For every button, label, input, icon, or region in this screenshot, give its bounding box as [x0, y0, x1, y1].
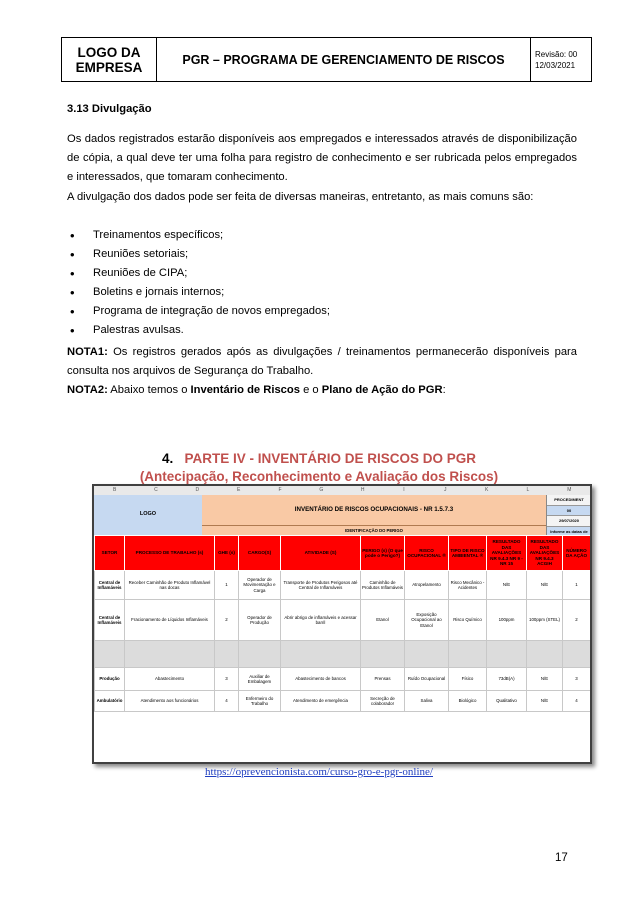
table-cell: Enfermeiro do Trabalho: [239, 691, 281, 712]
table-row-empty: [95, 641, 591, 668]
table-header-row: [95, 536, 591, 571]
revision-label: Revisão: 00: [535, 49, 578, 59]
table-row: [95, 600, 591, 641]
column-header: PROCESSO DE TRABALHO (s): [125, 536, 215, 571]
document-title: PGR – PROGRAMA DE GERENCIAMENTO DE RISCOS: [157, 38, 531, 82]
table-cell: 1: [563, 571, 591, 600]
inventory-table: [94, 535, 591, 712]
ruler-label: C: [154, 487, 158, 493]
logo-line-1: LOGO DA: [77, 44, 141, 60]
table-cell: [125, 641, 215, 668]
table-cell: Saliva: [405, 691, 449, 712]
table-cell: Atropelamento: [405, 571, 449, 600]
table-cell: Atendimento de emergência: [281, 691, 361, 712]
table-cell: [563, 641, 591, 668]
list-item: • Palestras avulsas.: [67, 321, 330, 340]
company-logo-placeholder: [62, 38, 157, 82]
side-info-cell: Informe as datas de: [547, 527, 591, 538]
side-info-cell: PROCEDIMENT: [547, 495, 591, 506]
table-cell: Físico: [449, 668, 487, 691]
part-subtitle: (Antecipação, Reconhecimento e Avaliação dos Riscos): [139, 469, 499, 484]
ruler-label: J: [444, 487, 447, 493]
note-2-text: Abaixo temos o: [107, 384, 191, 396]
table-cell: Transporte de Produtos Perigosos até Central de Inflamáveis: [281, 571, 361, 600]
column-header: NÚMERO DA AÇÃO: [563, 536, 591, 571]
side-info-cell: 29/07/2020: [547, 516, 591, 527]
methods-list: [67, 226, 330, 340]
table-cell: Fracionamento de Líquidos Inflamáveis: [125, 600, 215, 641]
note-2-label: NOTA2:: [67, 384, 108, 396]
table-cell: Abrir abrigo de inflamáveis e acessar barril: [281, 600, 361, 641]
table-cell: Operador de Produção: [239, 600, 281, 641]
column-header: RISCO OCUPACIONAL ®: [405, 536, 449, 571]
list-item: • Reuniões de CIPA;: [67, 264, 330, 283]
table-cell: 100ppm: [487, 600, 527, 641]
part-number: 4.: [161, 451, 174, 466]
column-header: ATIVIDADE (S): [281, 536, 361, 571]
list-item: • Reuniões setoriais;: [67, 245, 330, 264]
table-cell: 4: [215, 691, 239, 712]
table-cell: 3: [563, 668, 591, 691]
list-item: • Treinamentos específicos;: [67, 226, 330, 245]
note-2: [67, 381, 577, 400]
revision-date: 12/03/2021: [535, 60, 576, 70]
note-1: [67, 343, 577, 381]
table-cell: Biológico: [449, 691, 487, 712]
table-cell: Secreção de colaborador: [361, 691, 405, 712]
table-cell: N/E: [527, 571, 563, 600]
ruler-label: D: [195, 487, 200, 493]
table-cell: [239, 641, 281, 668]
table-cell: Central de Inflamáveis: [95, 571, 125, 600]
table-cell: Caminhão de Produtos Inflamáveis: [361, 571, 405, 600]
course-link[interactable]: https://oprevencionista.com/curso-gro-e-pgr-online/: [205, 766, 433, 778]
table-cell: Ambulatório: [95, 691, 125, 712]
ruler-label: B: [112, 487, 117, 493]
table-cell: Receber Caminhão de Produto Inflamável nas docas: [125, 571, 215, 600]
table-row: [95, 691, 591, 712]
column-header: RESULTADO DAS AVALIAÇÕES NR 9.4.3 NR 9 - NR 15: [487, 536, 527, 571]
table-row: [95, 668, 591, 691]
column-header: GHE (s): [215, 536, 239, 571]
table-cell: Ruído Ocupacional: [405, 668, 449, 691]
table-cell: Risco Mecânico - Acidentes: [449, 571, 487, 600]
table-row: [95, 571, 591, 600]
table-cell: Operador de Movimentação e Carga: [239, 571, 281, 600]
table-cell: [281, 641, 361, 668]
table-cell: N/E: [487, 571, 527, 600]
table-cell: Prensas: [361, 668, 405, 691]
ruler-label: H: [360, 487, 365, 493]
part-title: PARTE IV - INVENTÁRIO DE RISCOS DO PGR: [184, 451, 477, 466]
side-info-cell: 00: [547, 506, 591, 517]
table-cell: Abastecimento de bancos: [281, 668, 361, 691]
table-cell: [405, 641, 449, 668]
table-cell: Atendimento aos funcionários: [125, 691, 215, 712]
inventory-identification: IDENTIFICAÇÃO DO PERIGO: [202, 525, 546, 536]
ruler-label: F: [278, 487, 282, 493]
ruler-label: E: [236, 487, 241, 493]
list-item: • Boletins e jornais internos;: [67, 283, 330, 302]
logo-line-2: EMPRESA: [75, 59, 143, 75]
table-cell: Produção: [95, 668, 125, 691]
risk-inventory-image: [92, 484, 592, 764]
table-cell: 2: [563, 600, 591, 641]
part-heading: [0, 450, 638, 467]
paragraph-dissemination: Os dados registrados estarão disponíveis aos empregados e interessados através de disponibilização de cópia, a qual deve ter uma folha para registro de conhecimento e ser rubricada pelos empregados e interessados, que tomaram conhecimento.: [67, 133, 577, 183]
table-cell: N/E: [527, 691, 563, 712]
table-cell: Etanol: [361, 600, 405, 641]
column-header: TIPO DE RISCO AMBIENTAL ®: [449, 536, 487, 571]
table-cell: 100ppm (STEL): [527, 600, 563, 641]
table-cell: [487, 641, 527, 668]
table-cell: Qualitativo: [487, 691, 527, 712]
paragraph-methods: A divulgação dos dados pode ser feita de diversas maneiras, entretanto, as mais comuns são:: [67, 191, 534, 203]
table-cell: Auxiliar de Embalagem: [239, 668, 281, 691]
column-header: RESULTADO DAS AVALIAÇÕES NR 9.4.3 ACGIH: [527, 536, 563, 571]
column-header: SETOR: [95, 536, 125, 571]
note-2-inventory: Inventário de Riscos: [190, 384, 300, 396]
ruler-label: K: [484, 487, 489, 493]
ruler-label: L: [526, 487, 530, 493]
ruler-label: M: [567, 487, 572, 493]
inventory-logo-cell: LOGO: [94, 495, 203, 536]
table-cell: [361, 641, 405, 668]
table-cell: N/E: [527, 668, 563, 691]
table-cell: [449, 641, 487, 668]
inventory-side-info: [546, 495, 591, 535]
table-cell: 3: [215, 668, 239, 691]
table-cell: Risco Químico: [449, 600, 487, 641]
note-2-action-plan: Plano de Ação do PGR: [321, 384, 443, 396]
table-cell: [215, 641, 239, 668]
revision-box: [531, 38, 592, 82]
column-header: CARGO(S): [239, 536, 281, 571]
table-cell: 4: [563, 691, 591, 712]
note-1-label: NOTA1:: [67, 346, 108, 358]
table-cell: [527, 641, 563, 668]
column-header: PERIGO (s) (O que pode o Perigo?): [361, 536, 405, 571]
table-cell: [95, 641, 125, 668]
section-heading: 3.13 Divulgação: [67, 103, 152, 115]
note-2-text: e o: [299, 384, 322, 396]
table-cell: 2: [215, 600, 239, 641]
table-cell: Central de Inflamáveis: [95, 600, 125, 641]
page-header: [61, 37, 592, 82]
inventory-title: INVENTÁRIO DE RISCOS OCUPACIONAIS - NR 1.5.7.3: [202, 495, 546, 526]
table-cell: 1: [215, 571, 239, 600]
ruler-label: G: [319, 487, 324, 493]
page-number: 17: [555, 852, 568, 864]
ruler-label: I: [403, 487, 405, 493]
note-2-text: :: [442, 384, 446, 396]
table-cell: Abastecimento: [125, 668, 215, 691]
table-cell: Exposição Ocupacional ao Etanol: [405, 600, 449, 641]
note-1-text: Os registros gerados após as divulgações / treinamentos permanecerão disponíveis para consulta nos arquivos de Segurança do Trabalho.: [67, 346, 577, 377]
list-item: • Programa de integração de novos empregados;: [67, 302, 330, 321]
table-cell: 73dB(A): [487, 668, 527, 691]
